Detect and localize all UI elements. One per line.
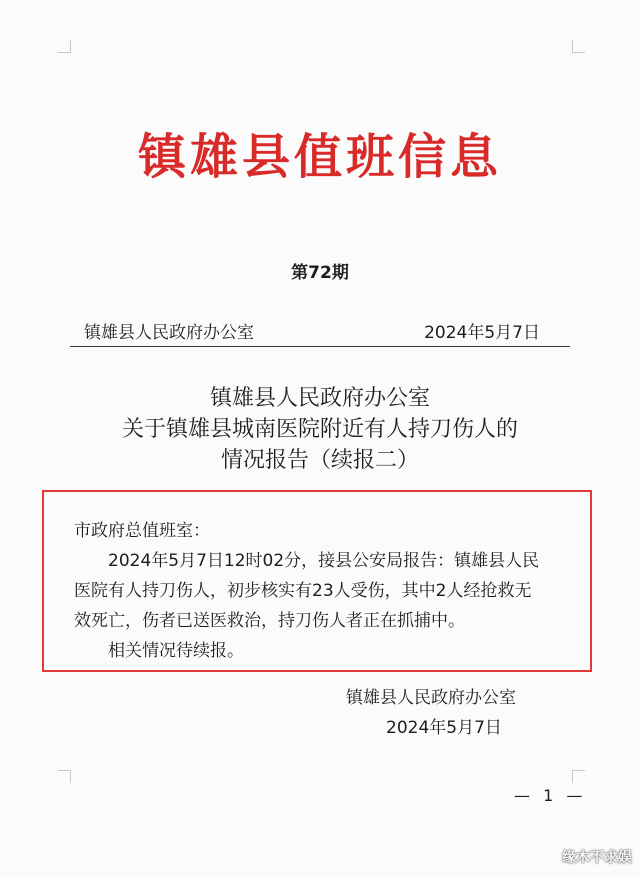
signature-office: 镇雄县人民政府办公室 (346, 688, 516, 708)
closing-line: 相关情况待续报。 (108, 641, 244, 661)
signature-date: 2024年5月7日 (386, 718, 502, 738)
document-meta-row (84, 318, 540, 343)
document-title: 镇雄县值班信息 (137, 129, 502, 185)
header-divider (70, 346, 570, 347)
body-line: 医院有人持刀伤人，初步核实有23人受伤，其中2人经抢救无 (74, 581, 532, 601)
watermark-text: 缘木不求娱 (562, 850, 632, 866)
report-body (74, 516, 574, 666)
header-date: 2024年5月7日 (424, 323, 540, 343)
heading-line: 镇雄县人民政府办公室 (209, 386, 430, 411)
page-number: — 1 — (514, 786, 587, 805)
corner-mark-bottom-left (58, 770, 71, 783)
corner-mark-top-left (58, 40, 71, 53)
heading-line: 情况报告（续报二） (220, 448, 419, 473)
header-office: 镇雄县人民政府办公室 (84, 323, 254, 343)
issue-number: 第72期 (291, 263, 349, 283)
corner-mark-bottom-right (572, 770, 585, 783)
report-heading (0, 383, 640, 476)
corner-mark-top-right (572, 40, 585, 53)
body-line: 效死亡，伤者已送医救治，持刀伤人者正在抓捕中。 (74, 611, 465, 631)
body-line: 2024年5月7日12时02分，接县公安局报告：镇雄县人民 (108, 551, 540, 571)
heading-line: 关于镇雄县城南医院附近有人持刀伤人的 (121, 417, 518, 442)
addressee: 市政府总值班室： (74, 521, 210, 541)
